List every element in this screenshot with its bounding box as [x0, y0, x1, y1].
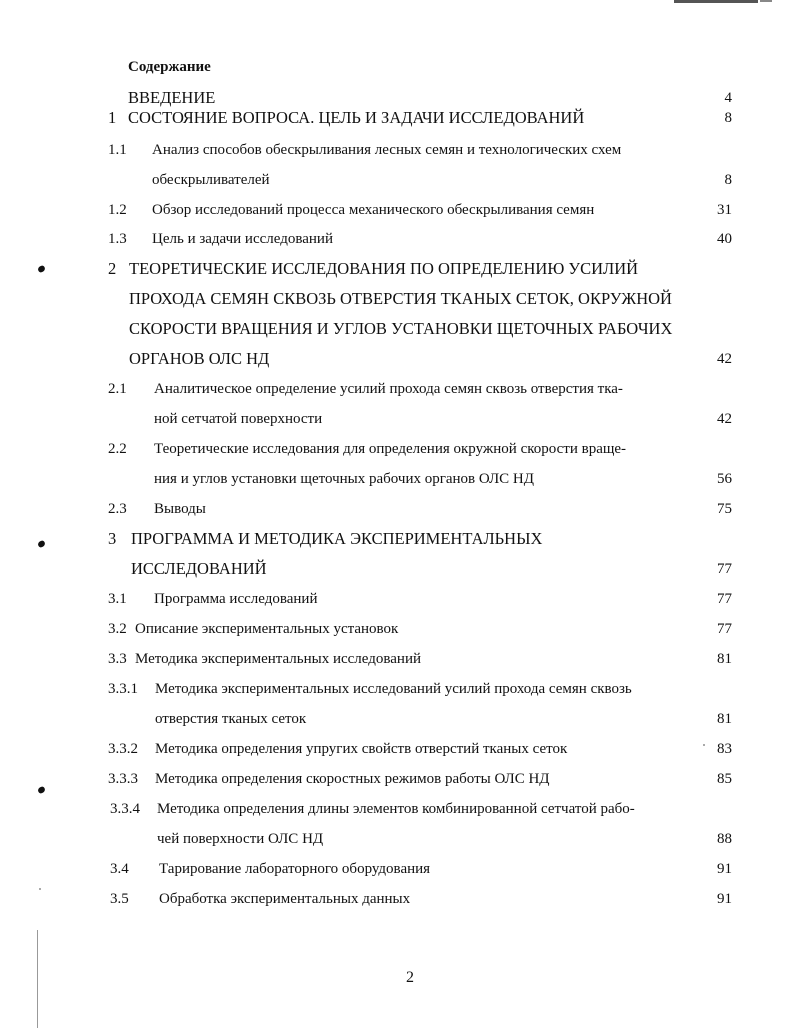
- toc-page-num: 83: [717, 741, 732, 757]
- toc-page-num: 4: [724, 90, 732, 106]
- toc-entry-number: 1.3: [108, 231, 127, 247]
- toc-entry-2-1: Аналитическое определение усилий прохода семян сквозь отверстия тка-: [154, 381, 623, 397]
- toc-entry-1-1: Анализ способов обескрыливания лесных семян и технологических схем: [152, 142, 622, 158]
- toc-page-num: 88: [717, 831, 732, 847]
- toc-entry-1-3: Цель и задачи исследований: [152, 231, 333, 247]
- toc-entry-number: 3: [108, 529, 117, 548]
- toc-page-num: 77: [717, 561, 732, 577]
- toc-entry-2-2: Теоретические исследования для определения окружной скорости враще-: [154, 441, 627, 457]
- toc-page-num: 77: [717, 591, 732, 607]
- toc-entry-number: 3.3.2: [108, 741, 138, 757]
- scan-edge-line: [37, 930, 38, 1028]
- scan-mark: [674, 0, 758, 3]
- toc-entry-number: 1.2: [108, 202, 127, 218]
- toc-page-num: 31: [717, 202, 732, 218]
- toc-entry-number: 2.2: [108, 441, 127, 457]
- scan-speck: [39, 888, 41, 890]
- toc-entry-1-1-cont: обескрыливателей: [152, 172, 270, 188]
- toc-entry-number: 3.3: [108, 651, 127, 667]
- toc-entry-3-3-2: Методика определения упругих свойств отверстий тканых сеток: [155, 741, 568, 757]
- toc-entry-2-cont: ПРОХОДА СЕМЯН СКВОЗЬ ОТВЕРСТИЯ ТКАНЫХ СЕТОК, ОКРУЖНОЙ: [129, 289, 672, 308]
- margin-mark: [37, 786, 46, 794]
- toc-entry-2: ТЕОРЕТИЧЕСКИЕ ИССЛЕДОВАНИЯ ПО ОПРЕДЕЛЕНИЮ УСИЛИЙ: [129, 259, 639, 278]
- page-number: 2: [406, 969, 414, 986]
- toc-entry-number: 2.3: [108, 501, 127, 517]
- toc-entry-number: 3.4: [110, 861, 129, 877]
- toc-page-num: 42: [717, 411, 732, 427]
- toc-entry-intro: ВВЕДЕНИЕ: [128, 88, 216, 107]
- toc-entry-3-4: Тарирование лабораторного оборудования: [159, 861, 431, 877]
- toc-entry-number: 2.1: [108, 381, 127, 397]
- toc-entry-number: 2: [108, 259, 117, 278]
- toc-entry-1-2: Обзор исследований процесса механического обескрыливания семян: [152, 202, 595, 218]
- toc-entry-1: СОСТОЯНИЕ ВОПРОСА. ЦЕЛЬ И ЗАДАЧИ ИССЛЕДОВАНИЙ: [128, 108, 585, 127]
- toc-page-num: 8: [724, 172, 732, 188]
- toc-entry-3-1: Программа исследований: [154, 591, 318, 607]
- toc-entry-number: 3.3.1: [108, 681, 138, 697]
- toc-page-num: 91: [717, 891, 732, 907]
- toc-entry-3-3-4: Методика определения длины элементов комбинированной сетчатой рабо-: [157, 801, 635, 817]
- toc-entry-2-cont: ОРГАНОВ ОЛС НД: [129, 349, 270, 368]
- toc-page-num: 42: [717, 351, 732, 367]
- margin-mark: [37, 540, 46, 548]
- toc-entry-number: 3.5: [110, 891, 129, 907]
- toc-entry-number: 1: [108, 108, 117, 127]
- toc-entry-2-1-cont: ной сетчатой поверхности: [154, 411, 323, 427]
- toc-page-num: 75: [717, 501, 732, 517]
- toc-entry-3: ПРОГРАММА И МЕТОДИКА ЭКСПЕРИМЕНТАЛЬНЫХ: [131, 529, 543, 548]
- toc-entry-3-3-3: Методика определения скоростных режимов работы ОЛС НД: [155, 771, 550, 787]
- toc-entry-3-3-1: Методика экспериментальных исследований усилий прохода семян сквозь: [155, 681, 632, 697]
- toc-entry-number: 1.1: [108, 142, 127, 158]
- toc-entry-3-3-4-cont: чей поверхности ОЛС НД: [157, 831, 324, 847]
- toc-entry-number: 3.2: [108, 621, 127, 637]
- toc-entry-2-cont: СКОРОСТИ ВРАЩЕНИЯ И УГЛОВ УСТАНОВКИ ЩЕТОЧНЫХ РАБОЧИХ: [129, 319, 673, 338]
- toc-page-num: 56: [717, 471, 732, 487]
- toc-page-num: 40: [717, 231, 732, 247]
- toc-entry-3-cont: ИССЛЕДОВАНИЙ: [131, 559, 267, 578]
- toc-entry-number: 3.3.4: [110, 801, 140, 817]
- toc-page-num: 77: [717, 621, 732, 637]
- toc-entry-2-2-cont: ния и углов установки щеточных рабочих органов ОЛС НД: [154, 471, 534, 487]
- scan-mark: [760, 0, 772, 2]
- margin-mark: [37, 265, 46, 273]
- toc-heading: Содержание: [128, 59, 211, 75]
- toc-page-num: 81: [717, 651, 732, 667]
- toc-entry-3-5: Обработка экспериментальных данных: [159, 891, 411, 907]
- toc-entry-number: 3.3.3: [108, 771, 138, 787]
- toc-entry-3-2: Описание экспериментальных установок: [135, 621, 399, 637]
- toc-entry-2-3: Выводы: [154, 501, 206, 517]
- toc-entry-3-3: Методика экспериментальных исследований: [135, 651, 422, 667]
- toc-entry-number: 3.1: [108, 591, 127, 607]
- scan-speck: [703, 744, 705, 746]
- toc-page-num: 85: [717, 771, 732, 787]
- toc-page-num: 8: [724, 110, 732, 126]
- toc-page-num: 91: [717, 861, 732, 877]
- toc-page-num: 81: [717, 711, 732, 727]
- toc-entry-3-3-1-cont: отверстия тканых сеток: [155, 711, 307, 727]
